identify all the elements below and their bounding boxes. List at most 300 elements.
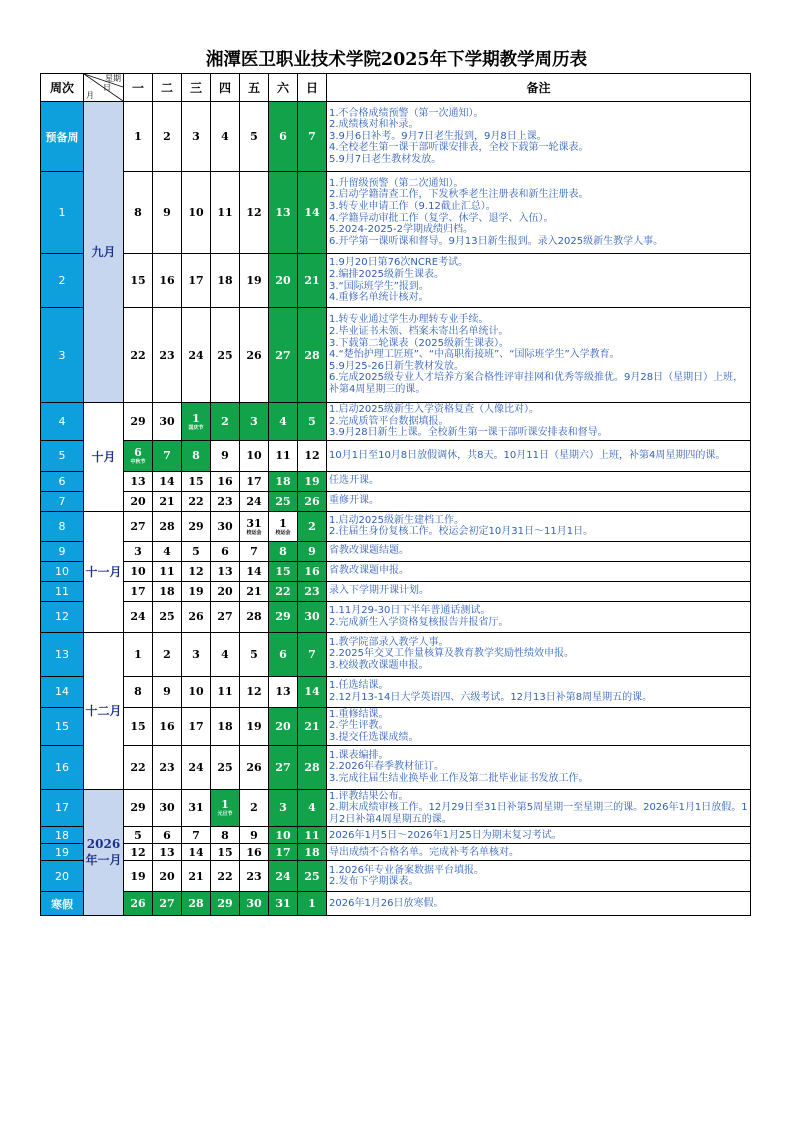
week-number: 17	[41, 789, 84, 827]
week-number: 16	[41, 745, 84, 789]
day-cell	[182, 403, 211, 441]
note-line: 4.重修名单统计核对。	[329, 292, 429, 304]
week-number: 6	[41, 471, 84, 491]
header-day-5: 五	[240, 74, 269, 102]
week-row	[41, 601, 751, 632]
day-cell: 21	[298, 254, 327, 308]
note-line: 1.评教结果公布。	[329, 790, 409, 802]
day-number: 1	[221, 798, 229, 812]
day-cell: 19	[182, 581, 211, 601]
day-cell: 26	[182, 601, 211, 632]
week-number: 5	[41, 440, 84, 471]
day-cell: 19	[298, 471, 327, 491]
week-number: 12	[41, 601, 84, 632]
day-cell: 17	[269, 844, 298, 861]
week-number: 8	[41, 511, 84, 541]
note-line: 4.全校老生第一课干部听课安排表，全校下载第一轮课表。	[329, 142, 589, 154]
day-cell: 13	[269, 172, 298, 254]
day-cell: 17	[124, 581, 153, 601]
week-row	[41, 861, 751, 892]
notes-cell	[327, 707, 751, 745]
day-cell: 25	[211, 745, 240, 789]
note-line: 重修开课。	[329, 495, 379, 507]
day-cell: 21	[182, 861, 211, 892]
note-line: 任选开课。	[329, 475, 379, 487]
day-cell: 4	[269, 403, 298, 441]
day-cell: 8	[124, 172, 153, 254]
day-cell: 2	[298, 511, 327, 541]
week-number: 11	[41, 581, 84, 601]
note-line: 2.2026年春季教材征订。	[329, 761, 444, 773]
note-line: 1.升留级预警（第二次通知）。	[329, 177, 464, 189]
day-cell: 7	[182, 827, 211, 844]
header-day-7: 日	[298, 74, 327, 102]
day-cell: 26	[240, 745, 269, 789]
notes-cell	[327, 254, 751, 308]
note-line: 5.9月7日老生教材发放。	[329, 153, 442, 165]
note-line: 1.不合格成绩预警（第一次通知）。	[329, 107, 484, 119]
week-row	[41, 707, 751, 745]
day-cell: 30	[153, 789, 182, 827]
week-number: 寒假	[41, 892, 84, 916]
day-cell: 7	[298, 102, 327, 172]
day-cell: 26	[124, 892, 153, 916]
day-number: 31	[246, 516, 262, 530]
day-cell: 31	[269, 892, 298, 916]
day-cell: 9	[211, 440, 240, 471]
note-line: 1.转专业通过学生办理转专业手续。	[329, 314, 489, 326]
holiday-label: 校运会	[246, 529, 262, 536]
week-number: 15	[41, 707, 84, 745]
week-number: 1	[41, 172, 84, 254]
day-cell: 29	[211, 892, 240, 916]
day-cell: 24	[124, 601, 153, 632]
day-cell: 7	[153, 440, 182, 471]
header-row	[41, 74, 751, 102]
note-line: 省教改课题申报。	[329, 565, 409, 577]
note-line: 2.12月13-14日大学英语四、六级考试。12月13日补第8周星期五的课。	[329, 691, 653, 703]
day-cell: 4	[211, 102, 240, 172]
diag-label-day: 星期	[105, 74, 121, 83]
day-cell: 19	[124, 861, 153, 892]
day-cell: 15	[124, 707, 153, 745]
day-cell: 25	[298, 861, 327, 892]
day-cell: 20	[269, 254, 298, 308]
day-cell: 24	[269, 861, 298, 892]
day-cell: 17	[182, 707, 211, 745]
week-row	[41, 892, 751, 916]
note-line: 6.开学第一课听课和督导。9月13日新生报到。录入2025级新生教学人事。	[329, 235, 664, 247]
day-cell: 10	[182, 172, 211, 254]
note-line: 导出成绩不合格名单。完成补考名单核对。	[329, 846, 519, 858]
header-notes: 备注	[327, 74, 751, 102]
day-cell: 8	[211, 827, 240, 844]
note-line: 2.成绩核对和补录。	[329, 119, 419, 131]
day-cell: 11	[211, 676, 240, 707]
header-week: 周次	[41, 74, 84, 102]
day-cell: 3	[124, 541, 153, 561]
note-line: 2.期末成绩审核工作。12月29日至31日补第5周星期一至星期三的课。2026年1月1日放假。1月2日补第4周星期五的课。	[329, 802, 748, 825]
note-line: 1.2026年专业备案数据平台填报。	[329, 864, 484, 876]
notes-cell	[327, 892, 751, 916]
day-cell: 25	[153, 601, 182, 632]
day-cell: 27	[124, 511, 153, 541]
day-cell: 11	[269, 440, 298, 471]
day-cell: 23	[298, 581, 327, 601]
day-number: 1	[192, 411, 200, 425]
note-line: 3.9月28日新生上课。全校新生第一课干部听课安排表和督导。	[329, 427, 608, 439]
day-cell: 2	[153, 102, 182, 172]
day-cell: 10	[182, 676, 211, 707]
notes-cell	[327, 632, 751, 676]
day-cell: 11	[153, 561, 182, 581]
note-line: 5.9月25-26日新生教材发放。	[329, 360, 464, 372]
note-line: 3.转专业申请工作（9.12截止汇总）。	[329, 200, 496, 212]
day-cell: 1	[298, 892, 327, 916]
day-cell: 21	[240, 581, 269, 601]
week-number: 7	[41, 491, 84, 511]
week-row	[41, 789, 751, 827]
day-cell: 6	[269, 632, 298, 676]
notes-cell	[327, 541, 751, 561]
notes-cell	[327, 491, 751, 511]
day-cell: 6	[153, 827, 182, 844]
day-cell: 5	[182, 541, 211, 561]
day-cell: 24	[240, 491, 269, 511]
note-line: 1.任选结课。	[329, 680, 389, 692]
note-line: 2.往届生身份复核工作。校运会初定10月31日～11月1日。	[329, 526, 594, 538]
day-cell: 12	[240, 676, 269, 707]
day-cell: 29	[124, 403, 153, 441]
week-number: 13	[41, 632, 84, 676]
day-cell: 11	[211, 172, 240, 254]
day-cell: 18	[269, 471, 298, 491]
day-cell: 30	[240, 892, 269, 916]
note-line: 2.毕业证书未领、档案未寄出名单统计。	[329, 326, 509, 338]
day-cell: 23	[240, 861, 269, 892]
day-cell: 1	[124, 102, 153, 172]
note-line: 1.9月20日第76次NCRE考试。	[329, 257, 469, 269]
day-cell: 2	[211, 403, 240, 441]
day-cell: 22	[182, 491, 211, 511]
note-line: 3.9月6日补考。9月7日老生报到，9月8日上课。	[329, 130, 547, 142]
week-row	[41, 581, 751, 601]
day-cell: 23	[211, 491, 240, 511]
week-row	[41, 844, 751, 861]
day-cell: 15	[269, 561, 298, 581]
day-cell: 25	[269, 491, 298, 511]
day-cell: 26	[240, 308, 269, 403]
day-cell	[211, 789, 240, 827]
day-cell: 16	[211, 471, 240, 491]
week-number: 14	[41, 676, 84, 707]
note-line: 3.完成往届生结业换毕业工作及第二批毕业证书发放工作。	[329, 772, 589, 784]
day-cell: 25	[211, 308, 240, 403]
week-row	[41, 308, 751, 403]
holiday-label: 校运会	[275, 529, 291, 536]
notes-cell	[327, 308, 751, 403]
day-cell: 30	[211, 511, 240, 541]
day-cell: 20	[211, 581, 240, 601]
note-line: 2.学生评教。	[329, 720, 389, 732]
note-line: 1.教学院部录入教学人事。	[329, 636, 449, 648]
day-cell: 26	[298, 491, 327, 511]
day-cell: 27	[269, 745, 298, 789]
day-cell: 22	[124, 745, 153, 789]
day-cell: 29	[269, 601, 298, 632]
diag-label-month: 月	[86, 91, 94, 100]
day-cell: 22	[269, 581, 298, 601]
day-cell: 11	[298, 827, 327, 844]
day-cell: 8	[124, 676, 153, 707]
day-cell: 17	[182, 254, 211, 308]
month-label-dec: 十二月	[84, 632, 124, 789]
header-day-4: 四	[211, 74, 240, 102]
week-row	[41, 561, 751, 581]
notes-cell	[327, 440, 751, 471]
week-row	[41, 511, 751, 541]
notes-cell	[327, 789, 751, 827]
day-cell: 23	[153, 308, 182, 403]
week-number: 预备周	[41, 102, 84, 172]
notes-cell	[327, 561, 751, 581]
day-cell: 8	[269, 541, 298, 561]
month-label-oct: 十月	[84, 403, 124, 512]
day-cell: 1	[124, 632, 153, 676]
header-day-2: 二	[153, 74, 182, 102]
day-cell: 13	[211, 561, 240, 581]
week-row	[41, 632, 751, 676]
day-cell: 19	[240, 707, 269, 745]
day-cell: 9	[153, 676, 182, 707]
day-cell: 24	[182, 308, 211, 403]
day-number: 6	[134, 446, 142, 460]
day-cell: 30	[153, 403, 182, 441]
day-cell: 15	[211, 844, 240, 861]
week-number: 20	[41, 861, 84, 892]
notes-cell	[327, 745, 751, 789]
header-day-3: 三	[182, 74, 211, 102]
day-cell: 10	[269, 827, 298, 844]
day-cell: 18	[211, 707, 240, 745]
notes-cell	[327, 827, 751, 844]
week-number: 3	[41, 308, 84, 403]
day-cell: 14	[240, 561, 269, 581]
notes-cell	[327, 601, 751, 632]
day-cell: 28	[182, 892, 211, 916]
notes-cell	[327, 676, 751, 707]
day-cell: 27	[269, 308, 298, 403]
day-cell: 15	[182, 471, 211, 491]
day-cell: 28	[153, 511, 182, 541]
day-number: 1	[279, 516, 287, 530]
diag-label-ri: 日	[103, 83, 111, 92]
week-row	[41, 491, 751, 511]
day-cell: 22	[211, 861, 240, 892]
note-line: 2026年1月26日放寒假。	[329, 898, 444, 910]
notes-cell	[327, 581, 751, 601]
day-cell: 10	[124, 561, 153, 581]
day-cell: 10	[240, 440, 269, 471]
day-cell: 27	[211, 601, 240, 632]
day-cell: 5	[298, 403, 327, 441]
week-number: 19	[41, 844, 84, 861]
day-cell: 23	[153, 745, 182, 789]
day-cell: 14	[182, 844, 211, 861]
note-line: 2.完成质管平台数据填报。	[329, 415, 449, 427]
day-cell	[124, 440, 153, 471]
day-cell: 28	[298, 308, 327, 403]
day-cell: 18	[298, 844, 327, 861]
week-number: 2	[41, 254, 84, 308]
holiday-label: 中秋节	[130, 459, 146, 466]
note-line: 10月1日至10月8日放假调休，共8天。10月11日（星期六）上班，补第4周星期四的课。	[329, 449, 726, 461]
week-row	[41, 440, 751, 471]
week-row	[41, 403, 751, 441]
month-label-jan: 2026年一月	[84, 789, 124, 916]
week-row	[41, 827, 751, 844]
day-cell: 4	[298, 789, 327, 827]
header-diagonal	[84, 74, 124, 102]
note-line: 录入下学期开课计划。	[329, 585, 429, 597]
day-cell: 12	[124, 844, 153, 861]
note-line: 2.完成新生入学资格复核报告并报省厅。	[329, 616, 509, 628]
note-line: 1.启动2025级新生入学资格复查（人像比对）。	[329, 404, 539, 415]
day-cell: 2	[240, 789, 269, 827]
day-cell: 12	[298, 440, 327, 471]
week-number: 4	[41, 403, 84, 441]
month-label-sep: 九月	[84, 102, 124, 403]
day-cell: 29	[124, 789, 153, 827]
day-cell: 16	[153, 254, 182, 308]
day-cell: 17	[240, 471, 269, 491]
note-line: 6.完成2025级专业人才培养方案合格性评审挂网和优秀等级推优。9月28日（星期日）上班，补第4周星期三的课。	[329, 372, 744, 395]
day-cell: 15	[124, 254, 153, 308]
day-cell: 5	[124, 827, 153, 844]
day-cell: 5	[240, 632, 269, 676]
page-title: 湘潭医卫职业技术学院2025年下学期教学周历表	[205, 50, 588, 70]
week-row	[41, 172, 751, 254]
day-cell: 5	[240, 102, 269, 172]
note-line: 4.学籍异动审批工作（复学、休学、退学、入伍）。	[329, 212, 554, 224]
header-day-6: 六	[269, 74, 298, 102]
day-cell: 29	[182, 511, 211, 541]
note-line: 2.启动学籍清查工作，下发秋季老生注册表和新生注册表。	[329, 189, 589, 201]
note-line: 1.启动2025级新生建档工作。	[329, 514, 464, 526]
day-cell: 20	[153, 861, 182, 892]
day-cell: 14	[298, 172, 327, 254]
day-cell: 3	[240, 403, 269, 441]
note-line: 3.校级教改课题申报。	[329, 660, 429, 672]
calendar-table	[40, 73, 751, 916]
day-cell: 28	[298, 745, 327, 789]
day-cell: 18	[153, 581, 182, 601]
note-line: 4.“楚怡护理工匠班”、“中高职衔接班”、“国际班学生”入学教育。	[329, 349, 620, 361]
week-row	[41, 676, 751, 707]
notes-cell	[327, 511, 751, 541]
day-cell: 3	[182, 632, 211, 676]
week-row	[41, 471, 751, 491]
notes-cell	[327, 471, 751, 491]
day-cell: 19	[240, 254, 269, 308]
note-line: 1.11月29-30日下半年普通话测试。	[329, 605, 491, 617]
note-line: 2.2025年交叉工作量核算及教育教学奖励性绩效申报。	[329, 648, 574, 660]
week-number: 9	[41, 541, 84, 561]
note-line: 3.“国际班学生”报到。	[329, 280, 429, 292]
day-cell: 16	[298, 561, 327, 581]
day-cell	[240, 511, 269, 541]
note-line: 2.编排2025级新生课表。	[329, 268, 444, 280]
day-cell: 14	[298, 676, 327, 707]
week-number: 18	[41, 827, 84, 844]
header-day-1: 一	[124, 74, 153, 102]
day-cell: 16	[240, 844, 269, 861]
week-row	[41, 254, 751, 308]
notes-cell	[327, 861, 751, 892]
week-number: 10	[41, 561, 84, 581]
day-cell: 21	[298, 707, 327, 745]
week-row	[41, 102, 751, 172]
day-cell: 3	[269, 789, 298, 827]
notes-cell	[327, 844, 751, 861]
day-cell: 9	[153, 172, 182, 254]
day-cell: 21	[153, 491, 182, 511]
day-cell: 9	[298, 541, 327, 561]
day-cell: 22	[124, 308, 153, 403]
day-cell: 13	[153, 844, 182, 861]
notes-cell	[327, 102, 751, 172]
day-cell: 3	[182, 102, 211, 172]
week-row	[41, 745, 751, 789]
note-line: 省教改课题结题。	[329, 545, 409, 557]
day-cell: 27	[153, 892, 182, 916]
day-cell	[269, 511, 298, 541]
note-line: 5.2024-2025-2学期成绩归档。	[329, 224, 474, 236]
day-cell: 6	[211, 541, 240, 561]
month-label-nov: 十一月	[84, 511, 124, 632]
day-cell: 12	[240, 172, 269, 254]
day-cell: 7	[240, 541, 269, 561]
day-cell: 4	[211, 632, 240, 676]
note-line: 2026年1月5日～2026年1月25日为期末复习考试。	[329, 829, 562, 841]
day-cell: 28	[240, 601, 269, 632]
day-cell: 7	[298, 632, 327, 676]
day-cell: 6	[269, 102, 298, 172]
day-cell: 8	[182, 440, 211, 471]
note-line: 2.发布下学期课表。	[329, 876, 419, 888]
note-line: 1.课表编排。	[329, 749, 389, 761]
day-cell: 20	[124, 491, 153, 511]
day-cell: 4	[153, 541, 182, 561]
note-line: 3.下载第二轮课表（2025级新生课表）。	[329, 337, 509, 349]
day-cell: 18	[211, 254, 240, 308]
holiday-label: 国庆节	[188, 424, 204, 431]
day-cell: 24	[182, 745, 211, 789]
note-line: 1.重修结课。	[329, 708, 389, 720]
day-cell: 14	[153, 471, 182, 491]
day-cell: 30	[298, 601, 327, 632]
day-cell: 13	[124, 471, 153, 491]
note-line: 3.提交任选课成绩。	[329, 731, 419, 743]
notes-cell	[327, 403, 751, 441]
day-cell: 13	[269, 676, 298, 707]
day-cell: 16	[153, 707, 182, 745]
day-cell: 31	[182, 789, 211, 827]
day-cell: 12	[182, 561, 211, 581]
day-cell: 2	[153, 632, 182, 676]
notes-cell	[327, 172, 751, 254]
week-row	[41, 541, 751, 561]
